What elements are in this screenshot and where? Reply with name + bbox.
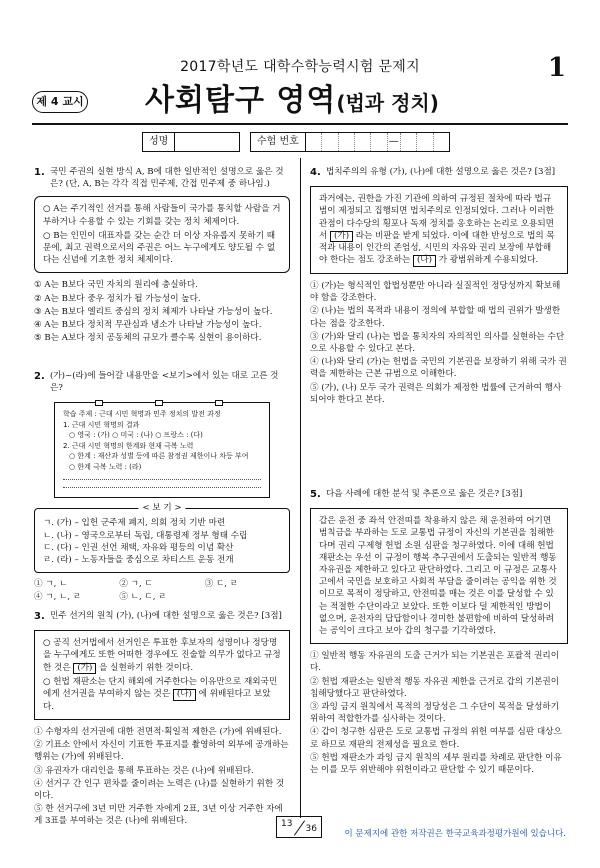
answer-option[interactable]: ⑤ (가), (나) 모두 국가 권력은 의회가 제정한 법률에 근거하여 행사되어야 한다고 본다. — [310, 382, 562, 405]
answer-option[interactable]: ③ (가)와 달리 (나)는 법을 통치자의 자의적인 의사를 실현하는 수단으로 사용할 수 있다고 본다. — [310, 331, 565, 354]
subject-main: 사회탐구 영역 — [145, 83, 337, 118]
column-divider — [300, 158, 301, 818]
digit-cell[interactable] — [417, 133, 433, 151]
answer-option[interactable]: ④ 갑이 청구한 심판은 도로 교통법 규정의 위헌 여부를 심판 대상으로 하므로 재판의 전제성을 필요로 한다. — [310, 727, 562, 750]
answer-option[interactable]: ① A는 B보다 국민 자치의 원리에 충실하다. — [34, 280, 198, 291]
dotted-line — [63, 482, 261, 488]
answer-option[interactable]: ② 기표소 안에서 자신이 기표한 투표지를 촬영하여 외부에 공개하는 행위는 (가)에 위배된다. — [34, 740, 289, 763]
study-notebook — [54, 402, 270, 498]
bogi-item: ㄴ. (나) – 영국으로부터 독립, 대통령제 정부 형태 수립 — [43, 530, 248, 541]
question-stem: 국민 주권의 실현 방식 A, B에 대한 일반적인 설명으로 옳은 것은? (단, A, B는 각각 직접 민주제, 간접 민주제 중 하나임.) — [50, 167, 284, 190]
digit-cell[interactable] — [401, 133, 417, 151]
name-field[interactable] — [142, 132, 240, 152]
current-page: 13 — [281, 819, 293, 829]
passage-item: ○ B는 인민이 대표자를 갖는 순간 더 이상 자유롭지 못하기 때문에, 최고 권력으로서의 주권은 어느 누구에게도 양도될 수 없다는 신념에 기초한 정치 체제이다. — [43, 230, 276, 266]
blank-ga: (가) — [73, 663, 96, 674]
bogi-item: ㄱ. (가) – 입헌 군주제 폐지, 의회 정치 기반 마련 — [43, 518, 226, 529]
exam-number-label: 수험 번호 — [251, 133, 306, 151]
answer-option[interactable]: ⑤ 헌법 재판소가 과잉 금지 원칙의 세부 원리를 차례로 판단한 이유는 이를 모두 위반해야 위헌이라고 판단할 수 있기 때문이다. — [310, 752, 562, 776]
answer-options — [34, 279, 290, 344]
exam-number-dash: — — [388, 133, 401, 151]
bogi-item: ㄷ. (다) – 인권 선언 채택, 자유와 평등의 이념 확산 — [43, 542, 234, 553]
answer-option[interactable]: ① 수형자의 선거권에 대한 전면적·획일적 제한은 (가)에 위배된다. — [34, 726, 282, 737]
answer-option[interactable]: ② (나)는 법의 목적과 내용이 정의에 부합할 때 법의 권위가 발생한다는 점을 강조한다. — [310, 306, 561, 329]
study-item: ○ 영국 : (가) ○ 미국 : (나) ○ 프랑스 : (다) — [69, 431, 203, 440]
answer-options — [34, 578, 290, 603]
passage-text: 을 실현하기 위한 것이다. — [99, 662, 194, 673]
passage-text: 라는 비판을 받게 되었다. 이에 대한 반성으로 법의 목적과 내용이 인간의 존엄성, 시민의 자유와 권리 보장에 부합해야 한다는 점도 강조하는 — [319, 230, 555, 266]
name-label: 성명 — [143, 133, 175, 151]
question-3 — [34, 610, 293, 829]
answer-option[interactable]: ④ ㄱ, ㄴ, ㄹ — [34, 592, 82, 603]
answer-option[interactable]: ② ㄱ, ㄷ — [119, 579, 153, 590]
digit-cell[interactable] — [434, 133, 449, 151]
total-pages: 36 — [305, 824, 317, 835]
question-4 — [310, 166, 568, 407]
exam-number-cells[interactable] — [306, 133, 449, 151]
answer-option[interactable]: ⑤ B는 A보다 정치 공동체의 규모가 클수록 실현이 용이하다. — [34, 333, 262, 344]
question-5 — [310, 488, 568, 777]
page-counter — [276, 816, 322, 838]
bogi-item: ㄹ. (라) – 노동자들을 중심으로 차티스트 운동 전개 — [43, 555, 234, 566]
study-item: ○ 한계 : 재산과 성별 등에 따른 참정권 제한이나 차등 부여 — [69, 452, 249, 461]
question-2 — [34, 370, 290, 604]
title-rule — [32, 123, 568, 125]
answer-option[interactable]: ② A는 B보다 중우 정치가 될 가능성이 높다. — [34, 293, 201, 304]
blank-na: (나) — [173, 689, 196, 700]
answer-option[interactable]: ① (가)는 형식적인 합법성뿐만 아니라 실질적인 정당성까지 확보해야 함을 강조한다. — [310, 280, 561, 304]
passage-text: 갑은 운전 중 좌석 안전띠를 착용하지 않은 채 운전하여 어기면 범칙금을 부과하는 도로 교통법 규정이 자신의 기본권을 침해한다며 권리 구제형 헌법 소원 심판을 청구하였다. 이에 대해 헌법 재판소는 우선 이 규정이 행복 추구권에서 도출되는 일반적 행동 자유권을 제한하고 있다고 판단하였다. 그리고 이 규정은 교통사고에서 국민을 보호하고 사회적 부담을 줄이려는 공익을 위한 것이므로 목적이 정당하고, 안전띠를 매는 것은 이를 달성할 수 있는 적절한 수단이라고 보았다. 또한 이보다 덜 제한적인 방법이 없으며, 운전자의 답답함이나 경미한 불편함에 비하여 달성하려는 공익이 크다고 보아 갑의 청구를 기각하였다. — [319, 516, 557, 637]
answer-option[interactable]: ② 헌법 재판소는 일반적 행동 자유권 제한을 근거로 갑의 기본권이 침해당했다고 판단하였다. — [310, 676, 560, 699]
answer-options — [310, 650, 568, 776]
subject-title — [145, 80, 439, 123]
copyright-notice: 이 문제지에 관한 저작권은 한국교육과정평가원에 있습니다. — [344, 829, 566, 839]
answer-option[interactable]: ① 일반적 행동 자유권의 도출 근거가 되는 기본권은 포괄적 권리이다. — [310, 651, 560, 674]
question-number: 1. — [34, 167, 45, 178]
question-stem: 법치주의의 유형 (가), (나)에 대한 설명으로 옳은 것은? [3점] — [326, 167, 556, 177]
page-number: 1 — [547, 53, 566, 83]
answer-option[interactable]: ③ ㄷ, ㄹ — [204, 579, 239, 590]
passage-box — [34, 196, 290, 273]
question-1 — [34, 166, 290, 345]
passage-box — [310, 508, 568, 644]
bogi-box — [34, 503, 290, 573]
question-number: 3. — [34, 611, 45, 622]
binder-ring-icon — [95, 400, 103, 406]
binder-ring-icon — [215, 400, 223, 406]
bogi-title: < 보 기 > — [138, 502, 185, 514]
passage-box — [310, 186, 568, 274]
passage-item: ○ A는 주기적인 선거를 통해 사람들이 국가를 통치할 사람을 거부하거나 수용할 수 있는 기회를 갖는 정치 체제이다. — [43, 204, 281, 227]
subject-sub: (법과 정치) — [336, 91, 439, 115]
passage-text: 에 위배된다고 보았다. — [43, 689, 271, 712]
passage-text: 가 광범위하게 수용되었다. — [438, 255, 539, 266]
blank-ga: (가) — [330, 231, 353, 242]
passage-text: ○ 헌법 재판소는 단지 해외에 거주한다는 이유만으로 재외국민에게 선거권을 부여하지 않는 것은 — [43, 677, 278, 700]
name-input-area[interactable] — [175, 133, 239, 151]
question-number: 2. — [34, 371, 45, 382]
answer-option[interactable]: ⑤ ㄴ, ㄷ, ㄹ — [119, 592, 167, 603]
question-number: 4. — [310, 167, 321, 178]
study-heading-2: 2. 근대 시민 혁명의 한계와 현재 극복 노력 — [63, 441, 194, 450]
blank-na: (나) — [413, 255, 436, 266]
digit-cell[interactable] — [339, 133, 355, 151]
answer-option[interactable]: ④ A는 B보다 정치적 무관심과 냉소가 나타날 가능성이 높다. — [34, 320, 262, 331]
answer-options — [34, 726, 290, 828]
study-title: 학습 주제 : 근대 시민 혁명과 민주 정치의 발전 과정 — [63, 410, 221, 419]
question-number: 5. — [310, 489, 321, 500]
passage-box — [34, 630, 290, 720]
digit-cell[interactable] — [322, 133, 338, 151]
answer-option[interactable]: ① ㄱ, ㄴ — [34, 579, 68, 590]
question-stem: 민주 선거의 원칙 (가), (나)에 대한 설명으로 옳은 것은? [3점] — [50, 611, 282, 621]
answer-option[interactable]: ⑤ 한 선거구에 3년 미만 거주한 자에게 2표, 3년 이상 거주한 자에게 3표를 부여하는 것은 (나)에 위배된다. — [34, 804, 283, 827]
answer-options — [310, 280, 568, 406]
digit-cell[interactable] — [355, 133, 371, 151]
answer-option[interactable]: ③ 유권자가 대리인을 통해 투표하는 것은 (나)에 위배된다. — [34, 765, 254, 776]
study-heading-1: 1. 근대 시민 혁명의 결과 — [63, 420, 140, 429]
session-badge: 제 4 교시 — [32, 91, 88, 113]
answer-option[interactable]: ④ (나)와 달리 (가)는 헌법을 국민의 기본권을 보장하기 위해 국가 권력을 제한하는 근본 규범으로 이해한다. — [310, 357, 567, 380]
study-item: ○ 한계 극복 노력 : (라) — [69, 462, 142, 471]
exam-title: 2017학년도 대학수학능력시험 문제지 — [180, 59, 420, 75]
page-slash — [294, 820, 305, 835]
question-stem: (가)~(라)에 들어갈 내용만을 <보기>에서 있는 대로 고른 것은? — [50, 371, 279, 394]
digit-cell[interactable] — [306, 133, 322, 151]
answer-option[interactable]: ③ A는 B보다 엘리트 중심의 정치 체제가 나타날 가능성이 높다. — [34, 306, 273, 317]
binder-ring-icon — [155, 400, 163, 406]
digit-cell[interactable] — [371, 133, 387, 151]
dotted-line — [63, 474, 261, 480]
answer-option[interactable]: ③ 과잉 금지 원칙에서 목적의 정당성은 그 수단이 목적을 달성하기 위하여 적합한가를 심사하는 것이다. — [310, 702, 560, 725]
question-stem: 다음 사례에 대한 분석 및 추론으로 옳은 것은? [3점] — [326, 489, 523, 499]
passage-text: 과거에는, 권한을 가진 기관에 의하여 규정된 절차에 따라 법규범이 제정되고 집행되면 법치주의로 인정되었다. 그러나 이러한 관점이 다수당의 횡포나 독재 정치를 옹호하는 논리로 오용되면서 — [319, 194, 554, 241]
passage-text: ○ 공직 선거법에서 선거인은 투표한 후보자의 성명이나 정당명을 누구에게도 또한 어떠한 경우에도 진술할 의무가 없다고 규정한 것은 — [43, 638, 281, 673]
answer-option[interactable]: ④ 선거구 간 인구 편차를 줄이려는 노력은 (나)를 실현하기 위한 것이다. — [34, 778, 285, 801]
exam-number-field[interactable] — [250, 132, 450, 152]
